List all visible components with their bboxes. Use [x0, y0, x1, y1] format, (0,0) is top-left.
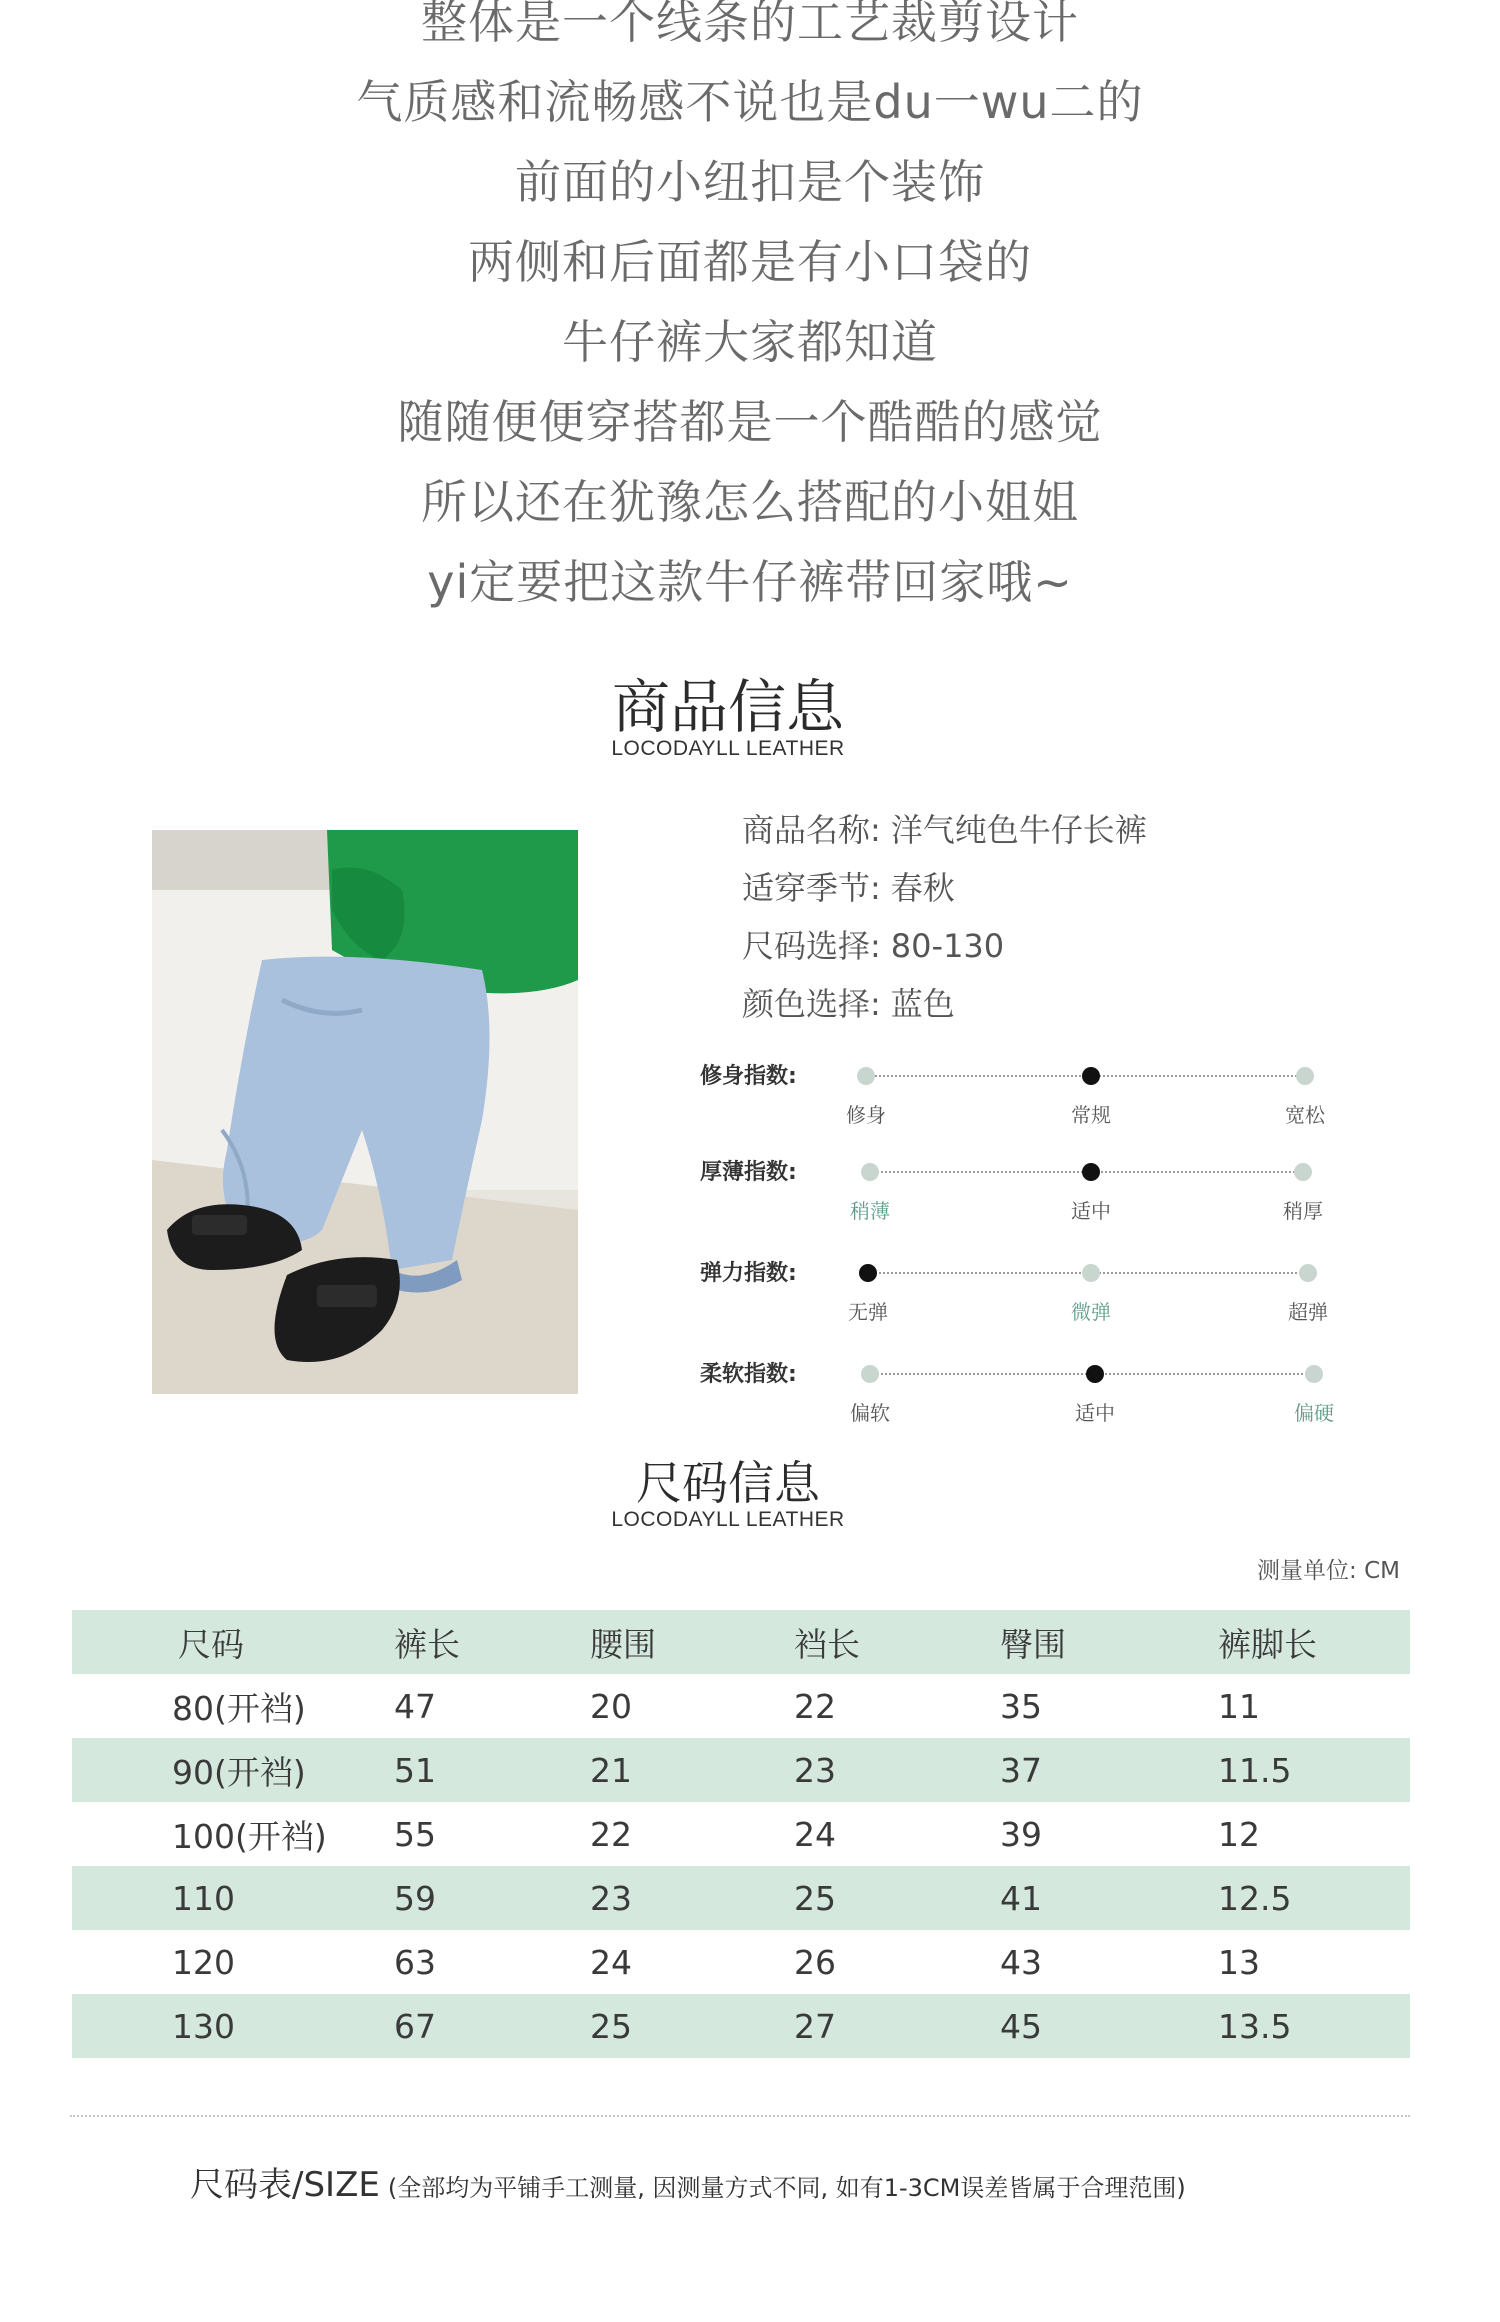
index-dot — [1082, 1264, 1100, 1282]
size-footnote — [190, 2157, 1186, 2206]
table-cell: 35 — [1000, 1686, 1042, 1726]
spec-key: 商品名称: — [742, 811, 881, 849]
table-cell: 39 — [1000, 1814, 1042, 1854]
table-cell: 12.5 — [1218, 1866, 1410, 1930]
intro-line: 气质感和流畅感不说也是du一wu二的 — [356, 75, 1144, 129]
table-cell: 90(开裆) — [72, 1738, 394, 1802]
index-dot — [857, 1067, 875, 1085]
table-cell: 21 — [590, 1738, 794, 1802]
index-dot — [861, 1163, 879, 1181]
table-cell: 130 — [72, 1994, 394, 2058]
intro-line: 前面的小纽扣是个装饰 — [515, 155, 985, 209]
index-dot — [1305, 1365, 1323, 1383]
table-cell: 55 — [394, 1814, 436, 1854]
table-cell: 27 — [794, 1994, 1000, 2058]
index-dot — [1299, 1264, 1317, 1282]
index-option: 偏硬 — [1294, 1401, 1334, 1425]
index-option: 适中 — [1071, 1199, 1111, 1223]
table-cell: 110 — [72, 1866, 394, 1930]
table-cell: 23 — [794, 1738, 1000, 1802]
index-option: 宽松 — [1285, 1103, 1325, 1127]
table-cell: 12 — [1218, 1814, 1260, 1854]
table-cell: 13.5 — [1218, 1994, 1410, 2058]
index-option: 稍薄 — [850, 1199, 890, 1223]
size-info-title: 尺码信息 — [636, 1456, 820, 1510]
intro-line: yi定要把这款牛仔裤带回家哦~ — [427, 555, 1073, 609]
spec-key: 适穿季节: — [742, 869, 881, 907]
spec-value: 洋气纯色牛仔长裤 — [890, 811, 1147, 849]
table-cell: 24 — [590, 1942, 632, 1982]
index-dot — [1294, 1163, 1312, 1181]
table-cell: 59 — [394, 1866, 590, 1930]
table-row — [72, 1674, 1410, 1738]
table-cell: 47 — [394, 1686, 436, 1726]
header-hip: 臀围 — [1000, 1610, 1218, 1674]
size-info-subtitle: LOCODAYLL LEATHER — [611, 1508, 845, 1531]
product-info-title: 商品信息 — [611, 673, 844, 741]
header-leg-opening: 裤脚长 — [1218, 1610, 1410, 1674]
header-size: 尺码 — [72, 1610, 394, 1674]
index-label: 厚薄指数: — [700, 1160, 797, 1185]
intro-line: 牛仔裤大家都知道 — [562, 315, 938, 369]
product-info-subtitle: LOCODAYLL LEATHER — [611, 737, 845, 760]
index-option: 常规 — [1071, 1103, 1111, 1127]
index-dot-selected — [1082, 1163, 1100, 1181]
table-row — [72, 1738, 1410, 1802]
intro-line: 整体是一个线条的工艺裁剪设计 — [421, 0, 1079, 49]
index-label: 柔软指数: — [700, 1362, 797, 1387]
intro-line: 两侧和后面都是有小口袋的 — [468, 235, 1032, 289]
table-row — [72, 1930, 1410, 1994]
table-cell: 67 — [394, 1994, 590, 2058]
footnote-title: 尺码表/SIZE — [190, 2165, 380, 2205]
index-dot-selected — [1082, 1067, 1100, 1085]
table-cell: 26 — [794, 1942, 836, 1982]
header-waist: 腰围 — [590, 1610, 794, 1674]
table-cell: 24 — [794, 1814, 836, 1854]
spec-row — [742, 924, 1004, 968]
footnote-note: (全部均为平铺手工测量, 因测量方式不同, 如有1-3CM误差皆属于合理范围) — [387, 2174, 1186, 2202]
divider — [70, 2115, 1410, 2117]
table-cell: 45 — [1000, 1994, 1218, 2058]
header-length: 裤长 — [394, 1610, 590, 1674]
table-cell: 11.5 — [1218, 1738, 1410, 1802]
spec-row — [742, 982, 955, 1026]
table-cell: 43 — [1000, 1942, 1042, 1982]
index-option: 微弹 — [1071, 1300, 1111, 1324]
index-option: 稍厚 — [1283, 1199, 1323, 1223]
spec-key: 颜色选择: — [742, 985, 881, 1023]
index-option: 修身 — [846, 1103, 886, 1127]
table-cell: 25 — [590, 1994, 794, 2058]
product-photo — [152, 830, 578, 1394]
spec-value: 80-130 — [890, 927, 1005, 965]
measure-unit: 测量单位: CM — [1257, 1558, 1400, 1584]
table-cell: 20 — [590, 1686, 632, 1726]
table-row — [72, 1866, 1410, 1930]
spec-value: 春秋 — [890, 869, 955, 907]
table-cell: 11 — [1218, 1686, 1260, 1726]
intro-line: 随随便便穿搭都是一个酷酷的感觉 — [397, 395, 1103, 449]
table-cell: 41 — [1000, 1866, 1218, 1930]
table-cell: 100(开裆) — [172, 1816, 327, 1856]
spec-row — [742, 866, 955, 910]
table-row — [72, 1994, 1410, 2058]
index-label: 弹力指数: — [700, 1261, 797, 1286]
index-dot — [1296, 1067, 1314, 1085]
index-option: 偏软 — [850, 1401, 890, 1425]
table-cell: 80(开裆) — [172, 1688, 306, 1728]
table-cell: 63 — [394, 1942, 436, 1982]
index-option: 超弹 — [1288, 1300, 1328, 1324]
table-cell: 22 — [794, 1686, 836, 1726]
spec-key: 尺码选择: — [742, 927, 881, 965]
table-cell: 37 — [1000, 1738, 1218, 1802]
table-cell: 51 — [394, 1738, 590, 1802]
table-header-row — [72, 1610, 1410, 1674]
index-dot-selected — [1086, 1365, 1104, 1383]
index-label: 修身指数: — [700, 1064, 797, 1089]
table-cell: 25 — [794, 1866, 1000, 1930]
table-cell: 13 — [1218, 1942, 1260, 1982]
table-cell: 22 — [590, 1814, 632, 1854]
spec-row — [742, 808, 1147, 852]
index-dot-selected — [859, 1264, 877, 1282]
index-dot — [861, 1365, 879, 1383]
table-row — [72, 1802, 1410, 1866]
header-rise: 裆长 — [794, 1610, 1000, 1674]
intro-line: 所以还在犹豫怎么搭配的小姐姐 — [421, 475, 1079, 529]
index-option: 无弹 — [848, 1300, 888, 1324]
table-cell: 23 — [590, 1866, 794, 1930]
table-cell: 120 — [172, 1942, 235, 1982]
spec-value: 蓝色 — [890, 985, 955, 1023]
size-table — [72, 1610, 1410, 2058]
index-option: 适中 — [1075, 1401, 1115, 1425]
